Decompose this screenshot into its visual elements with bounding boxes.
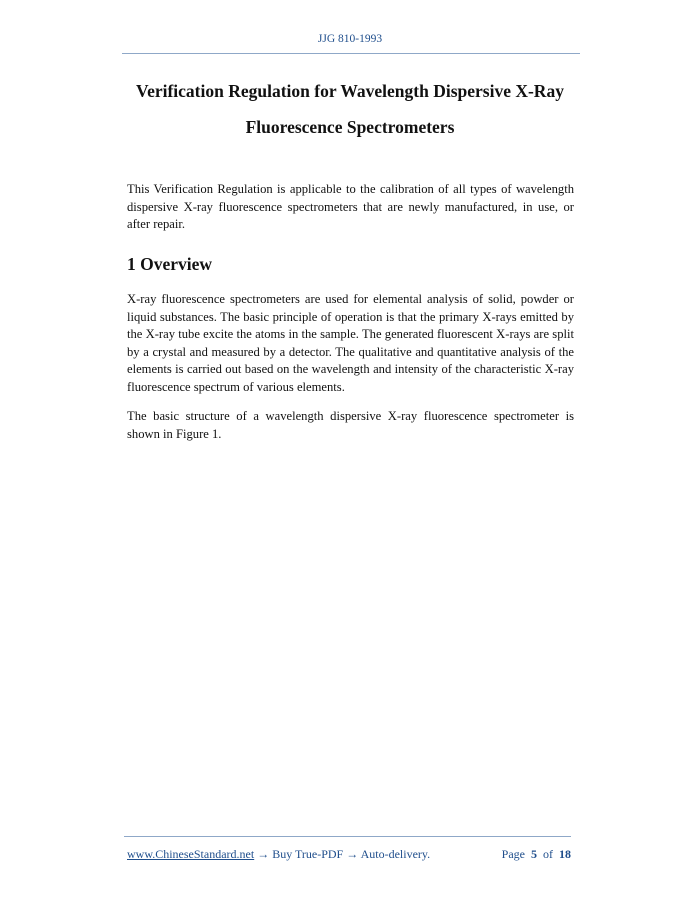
overview-paragraph-2: The basic structure of a wavelength dispersive X-ray fluorescence spectrometer is shown in Figure 1.: [127, 409, 574, 441]
header-divider: [122, 53, 580, 54]
page-label: Page: [501, 847, 525, 861]
total-pages: 18: [559, 847, 571, 861]
footer-links: [127, 846, 430, 862]
title-line-1: Verification Regulation for Wavelength Dispersive X-Ray: [136, 81, 564, 101]
buy-pdf-link[interactable]: Buy True-PDF: [272, 847, 344, 861]
site-link[interactable]: www.ChineseStandard.net: [127, 847, 255, 861]
of-label: of: [543, 847, 553, 861]
header-standard-code: JJG 810-1993: [317, 33, 383, 45]
overview-paragraph-1: X-ray fluorescence spectrometers are used for elemental analysis of solid, powder or liquid substances. The basic principle of operation is that the primary X-rays emitted by the X-ray tube excite the atoms in the sample. The generated fluorescent X-rays are split by a crystal and measured by a detector. The qualitative and quantitative analysis of the elements is carried out based on the wavelength and intensity of the characteristic X-ray fluorescence spectrum of various elements.: [127, 292, 574, 394]
arrow-icon: →: [257, 847, 270, 861]
footer-divider: [124, 836, 571, 837]
current-page: 5: [531, 847, 537, 861]
document-title: [100, 73, 600, 145]
auto-delivery-text: Auto-delivery.: [360, 847, 431, 861]
page-number: [502, 846, 571, 862]
title-line-2: Fluorescence Spectrometers: [245, 117, 455, 137]
intro-paragraph: This Verification Regulation is applicable to the calibration of all types of wavelength dispersive X-ray fluorescence spectrometers that are newly manufactured, in use, or after repair.: [127, 182, 574, 231]
section-heading-overview: 1 Overview: [127, 254, 213, 274]
arrow-icon: →: [346, 847, 359, 861]
